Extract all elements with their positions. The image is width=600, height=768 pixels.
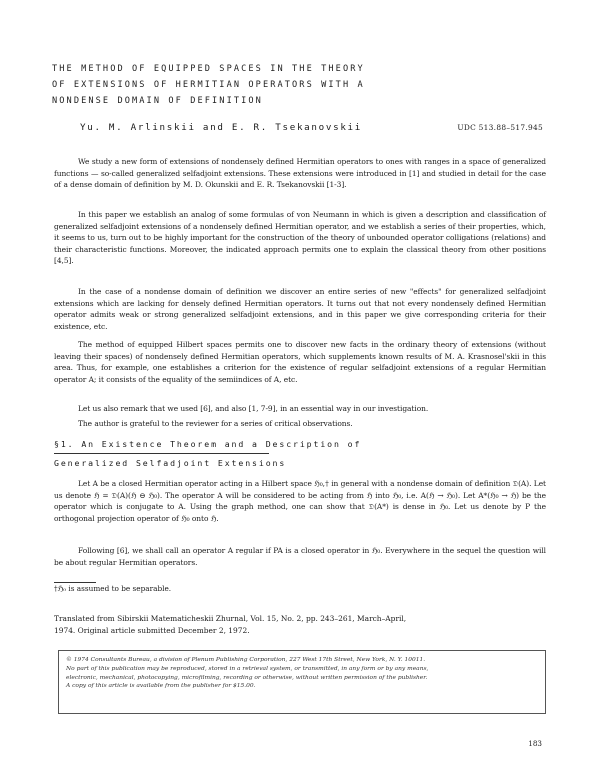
authors: Yu. M. Arlinskii and E. R. Tsekanovskii [80, 122, 363, 133]
copyright-line-3: electronic, mechanical, photocopying, microfilming, recording or otherwise, without written permission of the publisher. [66, 674, 428, 681]
footnote-separator [54, 582, 96, 583]
paragraph-nondense: In the case of a nondense domain of definition we discover an entire series of new "effects" for generalized selfadjoint extensions which are lacking for densely defined Hermitian operators. It turns out that not every nondensely defined Hermitian operator admits weak or strong generalized selfadjoint extensions, and in this paper we give corresponding criteria for their existence, etc. [54, 287, 546, 331]
page-number: 183 [528, 739, 542, 748]
section-heading-line-1: §1. An Existence Theorem and a Description of [54, 439, 362, 449]
paragraph-equipped-spaces: The method of equipped Hilbert spaces permits one to discover new facts in the ordinary theory of extensions (without leaving their spaces) of nondensely defined Hermitian operators, which supplements known results of M. A. Krasnosel'skii in this area. Thus, for example, one establishes a criterion for the existence of regular selfadjoint extensions of a regular Hermitian operator A; it consists of the equality of the semiindices of A, etc. [54, 340, 546, 384]
footnote: †ℌ₀ is assumed to be separable. [54, 584, 172, 593]
section-heading-underline [54, 453, 269, 454]
title-line-3: NONDENSE DOMAIN OF DEFINITION [52, 96, 263, 106]
paragraph-von-neumann: In this paper we establish an analog of some formulas of von Neumann in which is given a description and classification of generalized selfadjoint extensions of a nondensely defined Hermitian operator, and we establish a series of their properties, which, it seems to us, turn out to be highly important for the construction of the theory of unbounded operator colligations (relations) and their characteristic functions. Moreover, the indicated approach permits one to explain the classical theory from other positions [4,5]. [54, 210, 546, 266]
copyright-line-1: © 1974 Consultants Bureau, a division of Plenum Publishing Corporation, 227 West 17th Street, New York, N. Y. 10011. [66, 657, 426, 663]
copyright-box [58, 650, 546, 714]
udc-code: UDC 513.88–517.945 [457, 123, 543, 132]
section-heading-line-2: Generalized Selfadjoint Extensions [54, 458, 287, 468]
paragraph-references: Let us also remark that we used [6], and also [1, 7-9], in an essential way in our investigation. [78, 404, 429, 413]
translation-note [54, 613, 546, 636]
article-title [52, 61, 432, 109]
copyright-line-2: No part of this publication may be reproduced, stored in a retrieval system, or transmitted, in any form or by any means, [66, 665, 429, 672]
paragraph-intro: We study a new form of extensions of nondensely defined Hermitian operators to ones with ranges in a space of generalized functions — so-called generalized selfadjoint extensions. These extensions were introduced in [1] and studied in detail for the case of a dense domain of definition by M. D. Okunskii and E. R. Tsekanovskii [1-3]. [54, 157, 546, 190]
title-line-2: OF EXTENSIONS OF HERMITIAN OPERATORS WITH A [52, 80, 365, 90]
copyright-line-4: A copy of this article is available from the publisher for $15.00. [66, 683, 256, 690]
paragraph-regular-operator: Following [6], we shall call an operator A regular if PA is a closed operator in ℌ₀. Everywhere in the sequel the question will be about regular Hermitian operators. [54, 546, 546, 567]
translation-line-1: Translated from Sibirskii Matematicheskii Zhurnal, Vol. 15, No. 2, pp. 243–261, March–April, [54, 614, 407, 623]
translation-line-2: 1974. Original article submitted December 2, 1972. [54, 625, 250, 635]
paragraph-closed-operator: Let A be a closed Hermitian operator acting in a Hilbert space ℌ₀,† in general with a nondense domain of definition 𝔇(A). Let us denote ℌ = 𝔇(A)(ℌ ⊖ ℌ₀). The operator A will be considered to be acting from ℌ into ℌ₀, i.e. A(ℌ → ℌ₀). Let A*(ℌ₀ → ℌ) be the operator which is conjugate to A. Using the graph method, one can show that 𝔇(A*) is dense in ℌ₀. Let us denote by P the orthogonal projection operator of ℌ₀ onto ℌ. [54, 479, 546, 523]
paragraph-acknowledgment: The author is grateful to the reviewer for a series of critical observations. [78, 419, 353, 428]
title-line-1: THE METHOD OF EQUIPPED SPACES IN THE THEORY [52, 64, 365, 74]
